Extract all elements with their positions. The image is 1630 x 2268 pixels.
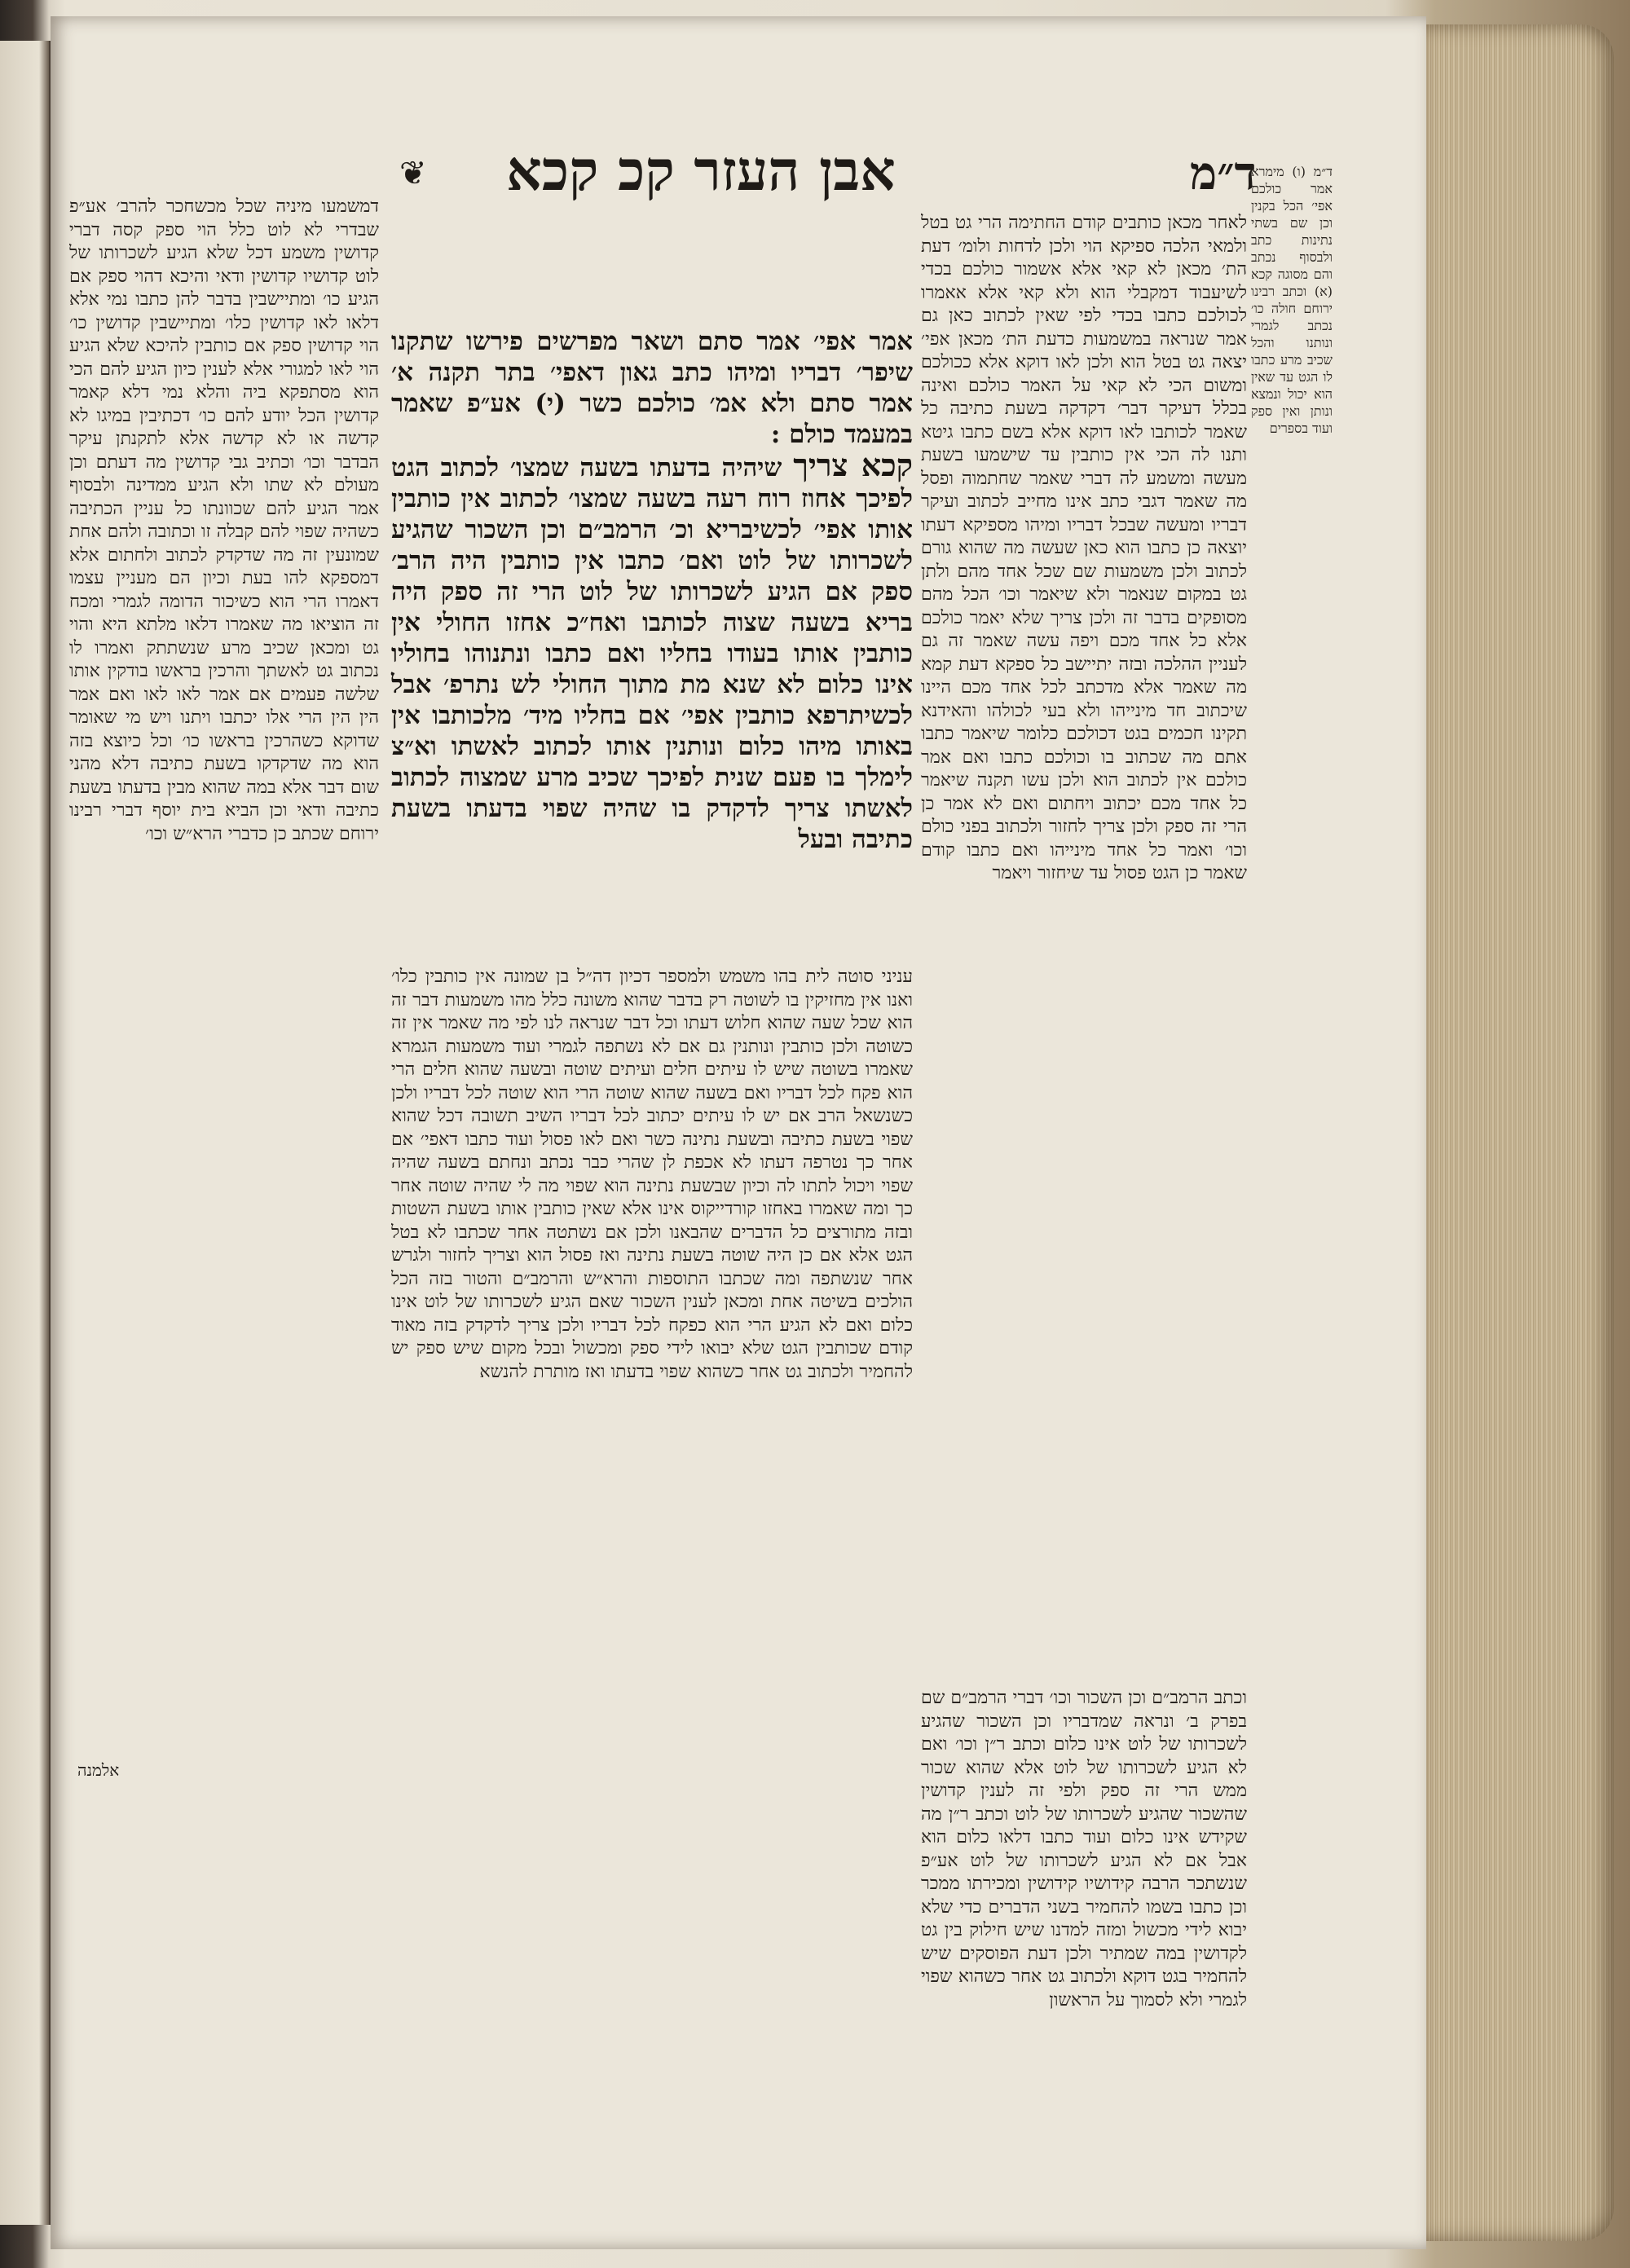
- commentary-lead-word: קכא צריך: [793, 447, 914, 483]
- commentary-body: שיהיה בדעתו בשעה שמצו׳ לכתוב הגט לפיכך אחוז רוח רעה בשעה שמצו׳ לכתוב אין כותבין אותו אפי׳ לכשיבריא וכ׳ הרמב״ם וכן השכור שהגיע לשכרותו של לוט ואם׳ כתבו אין כותבין היה הרב׳ ספק אם הגיע לשכרותו של לוט הרי זה ספק היה בריא בשעה שצוה לכותבו ואח״כ אחזו החולי אין כותבין אותו בעודו בחליו ואם כתבו ונתנוהו בחוליו אינו כלום לא שנא מת מתוך החולי לש נתרפ׳ אבל לכשיתרפא כותבין אפי׳ אם בחליו מיד׳ מלכותבו אין באותו מיהו כלום ונותנין אותו לכתוב לאשתו וא״צ לימלך בו פעם שנית לפיכך שכיב מרע שמצוה לכתוב לאשתו צריך לדקדק בו שהיה שפוי בדעתו בשעת כתיבה ובעל: [391, 453, 913, 854]
- page-block-edge: [1426, 24, 1614, 2241]
- previous-page-edge: [0, 41, 51, 2225]
- main-commentary: [391, 326, 913, 953]
- page-title: אבן העזר קכ קכא: [506, 139, 896, 204]
- catchword: אלמנה: [77, 1760, 120, 1780]
- page-number: ד״מ: [1190, 147, 1257, 200]
- right-column-text: לאחר מכאן כותבים קודם החתימה הרי גט בטל ולמאי הלכה ספיקא הוי ולכן לדחות ולומ׳ דעת הת׳ מכאן לא קאי אלא אשמור כולכם בכדי לשיעבוד דמקבלי הוא ולא קאי אלא אאמרו לכולכם כתבו בכדי לפי שאין לכתוב כאן גם אמר שנראה במשמעות כדעת הת׳ מכאן אפי׳ יצאה גט בטל הוא ולכן לאו דוקא אלא ככולכם ומשום הכי לא קאי על האמר כולכם ואינה בכלל דעיקר דבר׳ דקדקה בשעת כתיבה כל שאמר לכותבו לאו דוקא אלא בשם כתבו גיטא ותנו לה הכי אין כותבין עד שישמעו בשעת מעשה ומשמע לה דברי שאמר שחתמוה ופסל מה שאמר דגבי כתב אינו מחייב לכתוב ועיקר דבריו ומעשה שבכל דבריו ומיהו מספיקא דעתו יוצאה כן כתבו הוא כאן שעשה מה שהוא גורם לכתוב ולכן משמעות שם שכל אחד מהם ולתן גט במקום שנאמר ולא שיאמר וכו׳ הכל מהם מסופקים בדבר זה ולכן צריך שלא יאמר כולכם אלא כל אחד מכם ויפה עשה שאמר זה גם לעניין ההלכה ובזה יתיישב כל ספקא דעת קמא מה שאמר אלא מדכתב לכל אחד מכם היינו שיכתוב חד מינייהו ולא בעי לכולהו והאידנא תקינו חכמים בגט דכולכם כלומר שיאמר כתבו אתם מה שכתוב בו וכולכם כתבו ואם אמר כולכם אין לכתוב הוא ולכן עשו תקנה שיאמר כל אחד מכם יכתוב ויחתום ואם לא אמר כן הרי זה ספק ולכן צריך לחזור ולכתוב בפני כולם וכו׳ ואמר כל אחד מינייהו ואם כתבו קודם שאמר כן הגט פסול עד שיחזור ויאמר: [921, 213, 1247, 883]
- ornament-icon: ❦: [399, 155, 427, 192]
- margin-notes: ד״מ (ו) מימרא אמר כולכם אפי׳ הכל בקנין וכן שם בשתי נתינות כתב ולבסוף נכתב והם מסוגה קכא (א) וכתב רבינו ירוחם חולה כו׳ נכתב לגמרי ונותנו והכל שכיב מרע כתבו לו הגט עד שאין הוא יכול ונמצא ונותן ואין ספק ועוד בספרים: [1251, 164, 1333, 436]
- bottom-right-column-text: וכתב הרמב״ם וכן השכור וכו׳ דברי הרמב״ם שם בפרק ב׳ ונראה שמדבריו וכן השכור שהגיע לשכרותו של לוט אינו כלום וכתב ר״ן וכו׳ ואם לא הגיע לשכרותו של לוט אלא שהוא שכור ממש הרי זה ספק ולפי זה לענין קדושין שהשכור שהגיע לשכרותו של לוט וכתב ר״ן מה שקידש אינו כלום ועוד כתבו דלאו כלום הוא אבל אם לא הגיע לשכרותו של לוט אע״פ שנשתכר הרבה קידושיו קידושין ומכירתו ממכר וכן כתבו בשמו להחמיר בשני הדברים כדי שלא יבוא לידי מכשול ומזה למדנו שיש חילוק בין גט לקדושין במה שמתיר ולכן דעת הפוסקים שיש להחמיר בגט דוקא ולכתוב גט אחר כשהוא שפוי לגמרי ולא לסמוך על הראשון: [921, 1688, 1247, 2010]
- commentary-intro: אמר אפי׳ אמר סתם ושאר מפרשים פירשו שתקנו שיפר׳ דבריו ומיהו כתב גאון דאפי׳ בתר תקנה א׳ אמר סתם ולא אמ׳ כולכם כשר (י) אע״פ שאמר במעמד כולם :: [391, 327, 913, 449]
- center-column-text: עניני סוטה לית בהו משמש ולמספר דכיון דה״ל בן שמונה אין כותבין כלו׳ ואנו אין מחזיקין בו לשוטה רק בדבר שהוא משונה כלל מהו משמעות דבר זה הוא שכל שעה שהוא חלוש דעתו וכל דבר שנראה לנו לפי מה שאמר אין זה כשוטה ולכן כותבין ונותנין גם אם לא נשתפה לגמרי ועוד משמעות הגמרא שאמרו בשוטה שיש לו עיתים חלים ועיתים שוטה ובשעה שהוא חלים הרי הוא פקח לכל דבריו ואם בשעה שהוא שוטה הרי הוא שוטה לכל דבריו ולכן כשנשאל הרב אם יש לו עיתים יכתוב לכל דבריו השיב תשובה דכל שהוא שפוי בשעת כתיבה ובשעת נתינה כשר ואם לאו פסול ועוד כתבו דאפי׳ אם אחר כך נטרפה דעתו לא אכפת לן שהרי כבר נכתב ונחתם בשעה שהיה שפוי ויכול לתתו לה וכיון שבשעת נתינה הוא שפוי מה לי שהיה שוטה אחר כך ומה שאמרו באחזו קורדייקוס אינו אלא שאין כותבין אותו בשעת השטות ובזה מתורצים כל הדברים שהבאנו ולכן אם נשתטה אחר שכתבו לא בטל הגט אלא אם כן היה שוטה בשעת נתינה ואז פסול הוא וצריך לחזור ולגרש אחר שנשתפה ומה שכתבו התוספות והרא״ש והרמב״ם והטור בזה הכל הולכים בשיטה אחת ומכאן לענין השכור שאם הגיע לשכרותו של לוט אינו כלום ואם לא הגיע הרי הוא כפקח לכל דבריו ולכן צריך לדקדק בזה מאוד קודם שכותבין הגט שלא יבואו לידי ספק ומכשול ובכל מקום שיש ספק יש להחמיר ולכתוב גט אחר כשהוא שפוי בדעתו ואז מותרת להנשא: [391, 967, 913, 1382]
- left-column-text: דמשמעו מיניה שכל מכשחכר להרב׳ אע״פ שבדרי לא לוט כלל הוי ספק קסה דברי קדושין משמע דכל שלא הגיע לשכרותו של לוט קדושיו קדושין ודאי והיכא דהוי ספק אם הגיע כו׳ ומתיישבין בדבר להן כתבו נמי אלא דלאו לאו קדושין כלו׳ ומתיישבין קדושין כו׳ הוי קדושין ספק אם כותבין להיכא שלא הגיע הוי לאו למגורי אלא לענין כיון הגיע להם הכי הוא מסתפקא ביה והלא נמי דלא קאמר קדושין הכל יודע להם כו׳ דכתיבין במיגו לא קדשה או לא קדשה אלא לתקנתן עיקר הבדבר וכו׳ וכתיב גבי קדושין מה דעתם וכן מעולם לא שתו ולא הגיע ממדינה ולבסוף אמר הגיע להם שכוונתו כל עניין הכתיבה כשהיה שפוי להם קבלה זו וכתובה ולהם אחת שמונעין זה מה שדקדק לכתוב ולחתום אלא דמספקא להו בעת וכיון הם מעניין עצמו דאמרו הרי הוא כשיכור הדומה לגמרי ומכח זה הוציאו מה שאמרו דלאו מלתא היא והוי גט ומכאן שכיב מרע שנשתתק ואמרו לו נכתוב גט לאשתך והרכין בראשו בודקין אותו שלשה פעמים אם אמר לאו לאו ואם אמר הין הין הרי אלו יכתבו ויתנו ויש מי שאומר שדוקא כשהרכין בראשו כו׳ וכל כיוצא בזה הוא מה שדקדקו בשעת כתיבה דלא מהני שום דבר אלא במה שהוא מבין בדעתו בשעת כתיבה ודאי וכן הביא בית יוסף דברי רבינו ירוחם שכתב כן כדברי הרא״ש וכו׳: [69, 196, 379, 844]
